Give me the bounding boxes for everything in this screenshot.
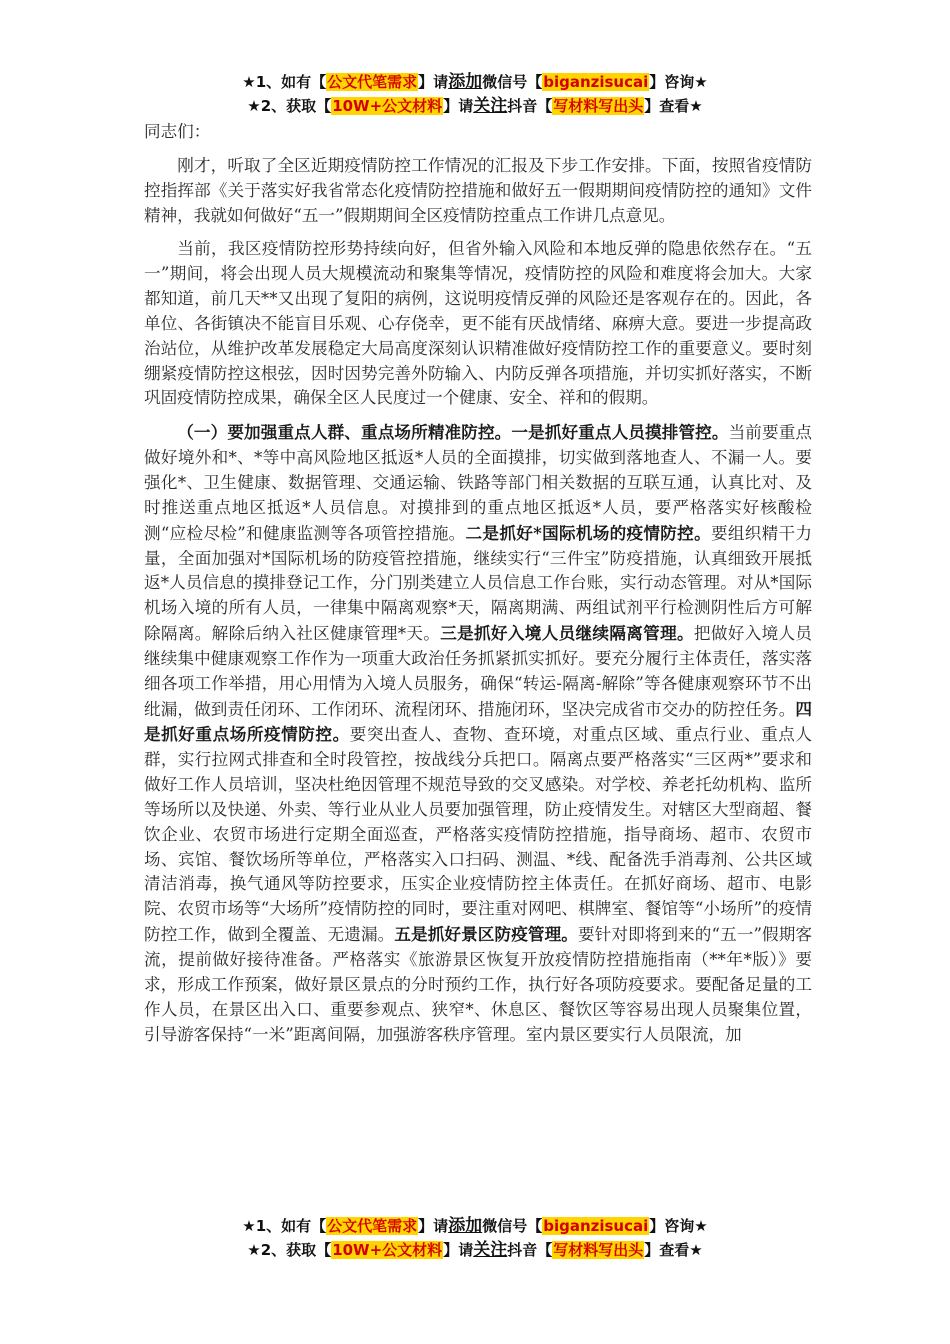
- highlight-douyin-account: 写材料写出头: [553, 1241, 644, 1259]
- point-heading-2: 二是抓好*国际机场的疫情防控。: [465, 522, 711, 543]
- point-heading-3: 三是抓好入境人员继续隔离管理。: [440, 623, 694, 644]
- paragraph-situation: 当前，我区疫情防控形势持续向好，但省外输入风险和本地反弹的隐患依然存在。“五一”期间，将会出现人员大规模流动和聚集等情况，疫情防控的风险和难度将会加大。大家都知道，前几天**又出现了复阳的病例，这说明疫情反弹的风险还是客观存在的。因此，各单位、各街镇决不能盲目乐观、心存侥幸，更不能有厌战情绪、麻痹大意。要进一步提高政治站位，从维护改革发展稳定大局高度深刻认识精准做好疫情防控工作的重要意义。要时刻绷紧疫情防控这根弦，因时因势完善外防输入、内防反弹各项措施，并切实抓好落实，不断巩固疫情防控成果，确保全区人民度过一个健康、安全、祥和的假期。: [144, 239, 812, 408]
- point-heading-4: 四是抓好重点场所疫情防控。: [144, 698, 812, 745]
- paragraph-section-one: （一）要加强重点人群、重点场所精准防控。一是抓好重点人员摸排管控。当前要重点做好境外和*、*等中高风险地区抵返*人员的全面摸排，切实做到落地查人、不漏一人。要强化*、卫生健康、数据管理、交通运输、铁路等部门相关数据的互联互通，认真比对、及时推送重点地区抵返*人员信息。对摸排到的重点地区抵返*人员，要严格落实好核酸检测“应检尽检”和健康监测等各项管控措施。二是抓好*国际机场的疫情防控。要组织精干力量，全面加强对*国际机场的防疫管控措施，继续实行“三件宝”防疫措施，认真细致开展抵返*人员信息的摸排登记工作，分门别类建立人员信息工作台账，实行动态管理。对从*国际机场入境的所有人员，一律集中隔离观察*天，隔离期满、两组试剂平行检测阴性后方可解除隔离。解除后纳入社区健康管理*天。三是抓好入境人员继续隔离管理。把做好入境人员继续集中健康观察工作作为一项重大政治任务抓紧抓实抓好。要充分履行主体责任，落实落细各项工作举措，用心用情为入境人员服务，确保“转运-隔离-解除”等各健康观察环节不出纰漏，做到责任闭环、工作闭环、流程闭环、措施闭环，坚决完成省市交办的防控任务。四是抓好重点场所疫情防控。要突出查人、查物、查环境，对重点区域、重点行业、重点人群，实行拉网式排查和全时段管控，按战线分兵把口。隔离点要严格落实“三区两*”要求和做好工作人员培训，坚决杜绝因管理不规范导致的交叉感染。对学校、养老托幼机构、监所等场所以及快递、外卖、等行业从业人员要加强管理，防止疫情发生。对辖区大型商超、餐饮企业、农贸市场进行定期全面巡查，严格落实疫情防控措施，指导商场、超市、农贸市场、宾馆、餐饮场所等单位，严格落实入口扫码、测温、*线、配备洗手消毒剂、公共区域清洁消毒，换气通风等防控要求，压实企业疫情防控主体责任。在抓好商场、超市、电影院、农贸市场等“大场所”疫情防控的同时，要注重对网吧、棋牌室、餐馆等“小场所”的疫情防控工作，做到全覆盖、无遗漏。五是抓好景区防疫管理。要针对即将到来的“五一”假期客流，提前做好接待准备。严格落实《旅游景区恢复开放疫情防控措施指南（**年*版）》要求，形成工作预案，做好景区景点的分时预约工作，执行好各项防疫要求。要配备足量的工作人员，在景区出入口、重要参观点、狭窄*、休息区、餐饮区等容易出现人员聚集位置，引导游客保持“一米”距离间隔，加强游客秩序管理。室内景区要实行人员限流，加: [144, 422, 813, 1044]
- greeting: 同志们：: [144, 122, 211, 141]
- highlight-wechat-id: biganzisucai: [543, 73, 649, 91]
- point-heading-5: 五是抓好景区防疫管理。: [394, 924, 578, 945]
- document-body: [144, 120, 812, 1056]
- section-heading: （一）要加强重点人群、重点场所精准防控。一是抓好重点人员摸排管控。: [177, 422, 729, 443]
- promo-banner-top: [0, 70, 950, 118]
- highlight-wechat-id: biganzisucai: [543, 1217, 649, 1235]
- promo-line-1-bottom: ★1、如有【公文代笔需求】请添加微信号【biganzisucai】咨询★: [242, 1216, 708, 1236]
- highlight-douyin-account: 写材料写出头: [553, 97, 644, 115]
- promo-line-2: ★2、获取【10W+公文材料】请关注抖音【写材料写出头】查看★: [247, 96, 703, 116]
- promo-banner-bottom: [0, 1214, 950, 1262]
- paragraph-intro: 刚才，听取了全区近期疫情防控工作情况的汇报及下步工作安排。下面，按照省疫情防控指挥部《关于落实好我省常态化疫情防控措施和做好五一假期期间疫情防控的通知》文件精神，我就如何做好“五一”假期期间全区疫情防控重点工作讲几点意见。: [144, 155, 812, 225]
- promo-line-2-bottom: ★2、获取【10W+公文材料】请关注抖音【写材料写出头】查看★: [247, 1240, 703, 1260]
- highlight-service: 公文代笔需求: [327, 1217, 418, 1235]
- promo-line-1: ★1、如有【公文代笔需求】请添加微信号【biganzisucai】咨询★: [242, 72, 708, 92]
- highlight-materials: 10W+公文材料: [332, 97, 443, 115]
- highlight-service: 公文代笔需求: [327, 73, 418, 91]
- highlight-materials: 10W+公文材料: [332, 1241, 443, 1259]
